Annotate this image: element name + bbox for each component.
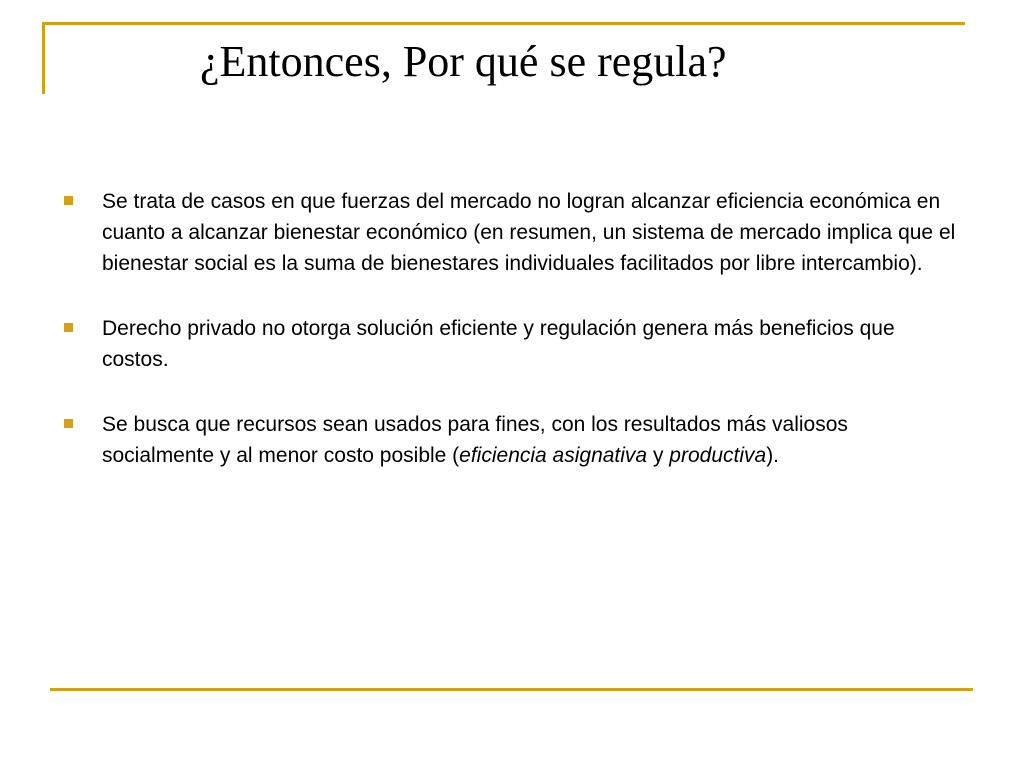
bullet-text: Se trata de casos en que fuerzas del mercado no logran alcanzar eficiencia económica en cuanto a alcanzar bienestar económico (en resumen, un sistema de mercado implica que el bienestar social es la suma de bienestares individuales facilitados por libre intercambio).: [102, 190, 956, 275]
bullet-text-part: ).: [766, 444, 780, 467]
square-bullet-icon: [64, 196, 73, 205]
bullet-text: Derecho privado no otorga solución eficiente y regulación genera más beneficios que costos.: [102, 317, 895, 371]
bullet-text-part: Se busca que recursos sean usados para fines, con los resultados más valiosos socialmente y al menor costo posible (: [102, 413, 848, 467]
bullet-list: [60, 186, 960, 505]
bottom-rule-line: [50, 688, 973, 691]
bullet-text-italic: eficiencia asignativa: [459, 444, 648, 467]
bullet-text: [102, 413, 848, 467]
square-bullet-icon: [64, 323, 73, 332]
slide-title: ¿Entonces, Por qué se regula?: [200, 37, 727, 86]
bullet-item-2: [60, 313, 960, 375]
top-rule-line: [42, 22, 965, 25]
bullet-item-3: [60, 409, 960, 471]
top-left-corner-line: [42, 22, 45, 94]
bullet-text-part: y: [647, 444, 670, 467]
bullet-item-1: [60, 186, 960, 279]
bullet-text-italic: productiva: [669, 444, 767, 467]
square-bullet-icon: [64, 419, 73, 428]
